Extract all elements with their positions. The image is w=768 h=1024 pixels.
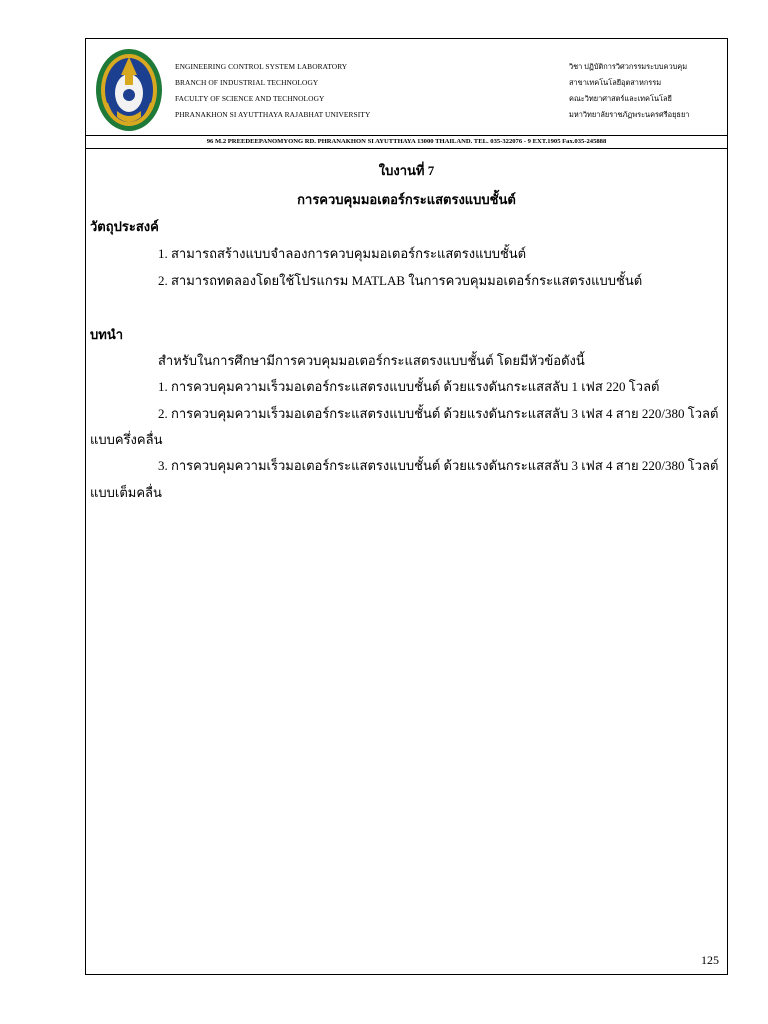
objectives-heading: วัตถุประสงค์ [90, 219, 159, 234]
header-th-line-3: คณะวิทยาศาสตร์และเทคโนโลยี [569, 94, 672, 103]
worksheet-number: ใบงานที่ 7 [378, 163, 435, 178]
address-bar: 96 M.2 PREEDEEPANOMYONG RD. PHRANAKHON SI AYUTTHAYA 13000 THAILAND. TEL. 035-322076 - 9 EXT.1905 Fax.035-245888 [86, 135, 727, 149]
intro-item-3-line-1: 3. การควบคุมความเร็วมอเตอร์กระแสตรงแบบชั้นต์ ด้วยแรงดันกระแสสลับ 3 เฟส 4 สาย 220/380 โวลต์ [158, 458, 719, 473]
university-seal-logo [95, 47, 163, 133]
header-english-block [175, 59, 370, 123]
page-frame [85, 38, 728, 975]
intro-item-2-line-2: แบบครึ่งคลื่น [90, 432, 163, 447]
objective-item-1: 1. สามารถสร้างแบบจำลองการควบคุมมอเตอร์กระแสตรงแบบชั้นต์ [158, 246, 527, 261]
intro-item-1: 1. การควบคุมความเร็วมอเตอร์กระแสตรงแบบชั้นต์ ด้วยแรงดันกระแสสลับ 1 เฟส 220 โวลต์ [158, 379, 660, 394]
header-th-line-2: สาขาเทคโนโลยีอุตสาหกรรม [569, 78, 662, 87]
header-en-line-4: PHRANAKHON SI AYUTTHAYA RAJABHAT UNIVERSITY [175, 110, 371, 119]
letterhead [86, 39, 727, 135]
header-thai-block [569, 59, 717, 123]
header-en-line-1: ENGINEERING CONTROL SYSTEM LABORATORY [175, 62, 348, 71]
introduction-heading: บทนำ [90, 327, 124, 342]
header-en-line-2: BRANCH OF INDUSTRIAL TECHNOLOGY [175, 78, 319, 87]
introduction-text: สำหรับในการศึกษามีการควบคุมมอเตอร์กระแสตรงแบบชั้นต์ โดยมีหัวข้อดังนี้ [158, 353, 585, 368]
header-en-line-3: FACULTY OF SCIENCE AND TECHNOLOGY [175, 94, 325, 103]
header-th-line-1: วิชา ปฏิบัติการวิศวกรรมระบบควบคุม [569, 62, 688, 71]
worksheet-title: การควบคุมมอเตอร์กระแสตรงแบบชั้นต์ [297, 192, 516, 207]
header-th-line-4: มหาวิทยาลัยราชภัฏพระนครศรีอยุธยา [569, 110, 690, 119]
objective-item-2: 2. สามารถทดลองโดยใช้โปรแกรม MATLAB ในการควบคุมมอเตอร์กระแสตรงแบบชั้นต์ [158, 273, 643, 288]
intro-item-2-line-1: 2. การควบคุมความเร็วมอเตอร์กระแสตรงแบบชั้นต์ ด้วยแรงดันกระแสสลับ 3 เฟส 4 สาย 220/380 โวลต์ [158, 406, 719, 421]
intro-item-3-line-2: แบบเต็มคลื่น [90, 485, 162, 500]
page-number: 125 [701, 953, 719, 967]
